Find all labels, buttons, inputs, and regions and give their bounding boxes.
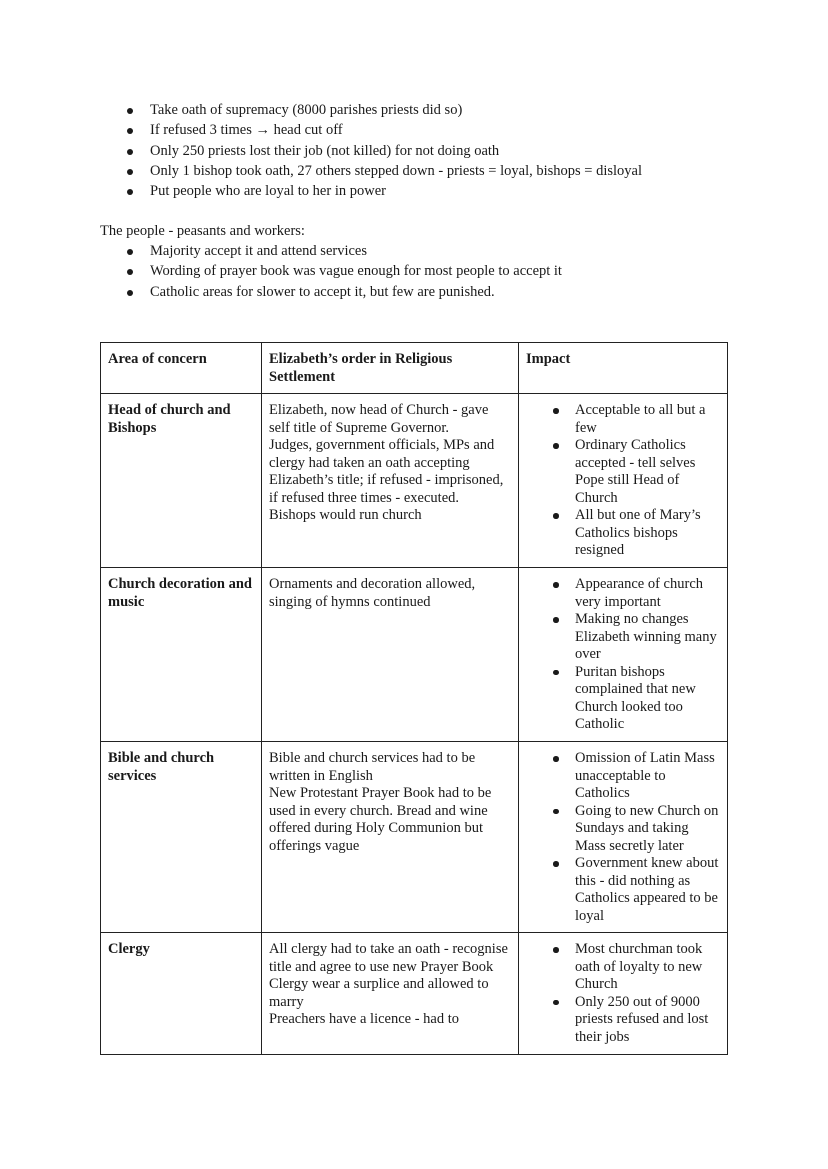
list-item: Majority accept it and attend services xyxy=(100,241,562,261)
table-row xyxy=(101,394,728,568)
impact-item: All but one of Mary’s Catholics bishops resigned xyxy=(519,507,720,560)
list-item: Put people who are loyal to her in power xyxy=(100,181,642,201)
table-row xyxy=(101,568,728,742)
impact-item: Acceptable to all but a few xyxy=(519,402,720,437)
impact-item: Making no changes Elizabeth winning many over xyxy=(519,611,720,664)
order-line: New Protestant Prayer Book had to be used in every church. Bread and wine offered during Holy Communion but offerings vague xyxy=(269,785,492,854)
row-area: Head of church and Bishops xyxy=(101,394,262,568)
list-item: Take oath of supremacy (8000 parishes priests did so) xyxy=(100,100,642,120)
impact-item: Only 250 out of 9000 priests refused and lost their jobs xyxy=(519,994,720,1047)
impact-item: Omission of Latin Mass unacceptable to Catholics xyxy=(519,750,720,803)
order-line: Bishops would run church xyxy=(269,507,422,523)
impact-item: Government knew about this - did nothing as Catholics appeared to be loyal xyxy=(519,855,720,925)
order-line: Bible and church services had to be written in English xyxy=(269,750,476,784)
order-line: Judges, government officials, MPs and clergy had taken an oath accepting Elizabeth’s title; if refused - imprisoned, if refused three times - executed. xyxy=(269,437,504,506)
order-line: Elizabeth, now head of Church - gave self title of Supreme Governor. xyxy=(269,402,489,436)
row-order xyxy=(262,568,519,742)
impact-item: Going to new Church on Sundays and taking Mass secretly later xyxy=(519,803,720,856)
people-bullet-list xyxy=(100,241,562,302)
people-heading: The people - peasants and workers: xyxy=(100,223,305,239)
impact-item: Ordinary Catholics accepted - tell selves Pope still Head of Church xyxy=(519,437,720,507)
list-item: Only 1 bishop took oath, 27 others stepped down - priests = loyal, bishops = disloyal xyxy=(100,161,642,181)
row-area: Clergy xyxy=(101,933,262,1055)
impact-item: Appearance of church very important xyxy=(519,576,720,611)
header-area-of-concern: Area of concern xyxy=(101,343,262,394)
row-impact xyxy=(519,742,728,933)
impact-item: Puritan bishops complained that new Church looked too Catholic xyxy=(519,664,720,734)
list-item: Catholic areas for slower to accept it, but few are punished. xyxy=(100,282,562,302)
row-area: Bible and church services xyxy=(101,742,262,933)
religious-settlement-table xyxy=(100,342,728,1055)
order-line: Ornaments and decoration allowed, singing of hymns continued xyxy=(269,576,476,610)
impact-item: Most churchman took oath of loyalty to new Church xyxy=(519,941,720,994)
table-row xyxy=(101,933,728,1055)
row-impact xyxy=(519,394,728,568)
header-elizabeth-order: Elizabeth’s order in Religious Settlement xyxy=(262,343,519,394)
table-row xyxy=(101,742,728,933)
row-impact xyxy=(519,933,728,1055)
row-order xyxy=(262,394,519,568)
list-item: If refused 3 times → head cut off xyxy=(100,120,642,140)
order-line: Clergy wear a surplice and allowed to marry xyxy=(269,976,489,1010)
list-item: Wording of prayer book was vague enough for most people to accept it xyxy=(100,261,562,281)
oath-bullet-list xyxy=(100,100,642,201)
list-item: Only 250 priests lost their job (not killed) for not doing oath xyxy=(100,141,642,161)
order-line: All clergy had to take an oath - recognise title and agree to use new Prayer Book xyxy=(269,941,508,975)
row-order xyxy=(262,742,519,933)
row-area: Church decoration and music xyxy=(101,568,262,742)
table-header-row xyxy=(101,343,728,394)
order-line: Preachers have a licence - had to xyxy=(269,1011,460,1027)
row-impact xyxy=(519,568,728,742)
header-impact: Impact xyxy=(519,343,728,394)
row-order xyxy=(262,933,519,1055)
